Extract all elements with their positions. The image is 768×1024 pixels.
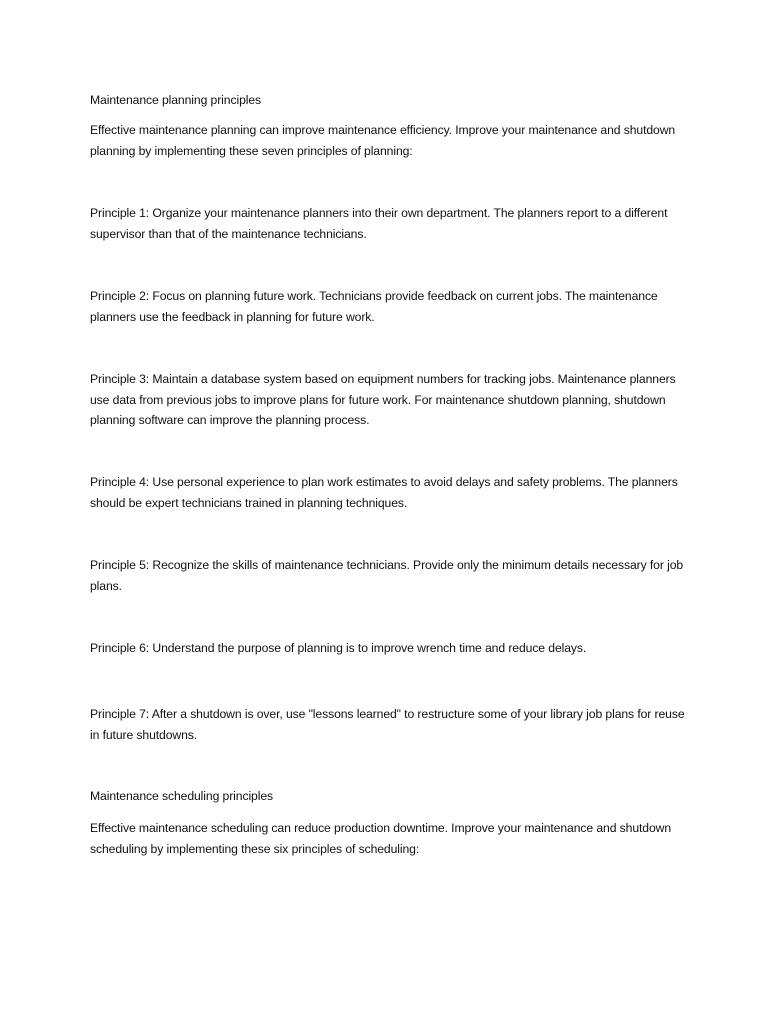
section-heading-scheduling: Maintenance scheduling principles	[90, 789, 274, 803]
scheduling-intro-paragraph: Effective maintenance scheduling can reduce production downtime. Improve your maintenance and shutdown scheduling by implementing these six principles of scheduling:	[90, 821, 672, 856]
planning-principle-6: Principle 6: Understand the purpose of planning is to improve wrench time and reduce delays.	[90, 641, 587, 655]
planning-principle-7: Principle 7: After a shutdown is over, use "lessons learned" to restructure some of your library job plans for reuse in future shutdowns.	[90, 707, 685, 742]
section-heading-planning: Maintenance planning principles	[90, 93, 262, 107]
planning-principle-1: Principle 1: Organize your maintenance planners into their own department. The planners report to a different supervisor than that of the maintenance technicians.	[90, 206, 668, 241]
planning-principle-4: Principle 4: Use personal experience to plan work estimates to avoid delays and safety problems. The planners should be expert technicians trained in planning techniques.	[90, 475, 678, 510]
planning-principle-2: Principle 2: Focus on planning future work. Technicians provide feedback on current jobs. The maintenance planners use the feedback in planning for future work.	[90, 289, 658, 324]
planning-principle-5: Principle 5: Recognize the skills of maintenance technicians. Provide only the minimum details necessary for job plans.	[90, 558, 684, 593]
planning-principle-3: Principle 3: Maintain a database system based on equipment numbers for tracking jobs. Maintenance planners use data from previous jobs to improve plans for future work. For maintenance shutdown planning, shutdown planning software can improve the planning process.	[90, 372, 676, 427]
planning-intro-paragraph: Effective maintenance planning can improve maintenance efficiency. Improve your maintenance and shutdown planning by implementing these seven principles of planning:	[90, 123, 676, 158]
